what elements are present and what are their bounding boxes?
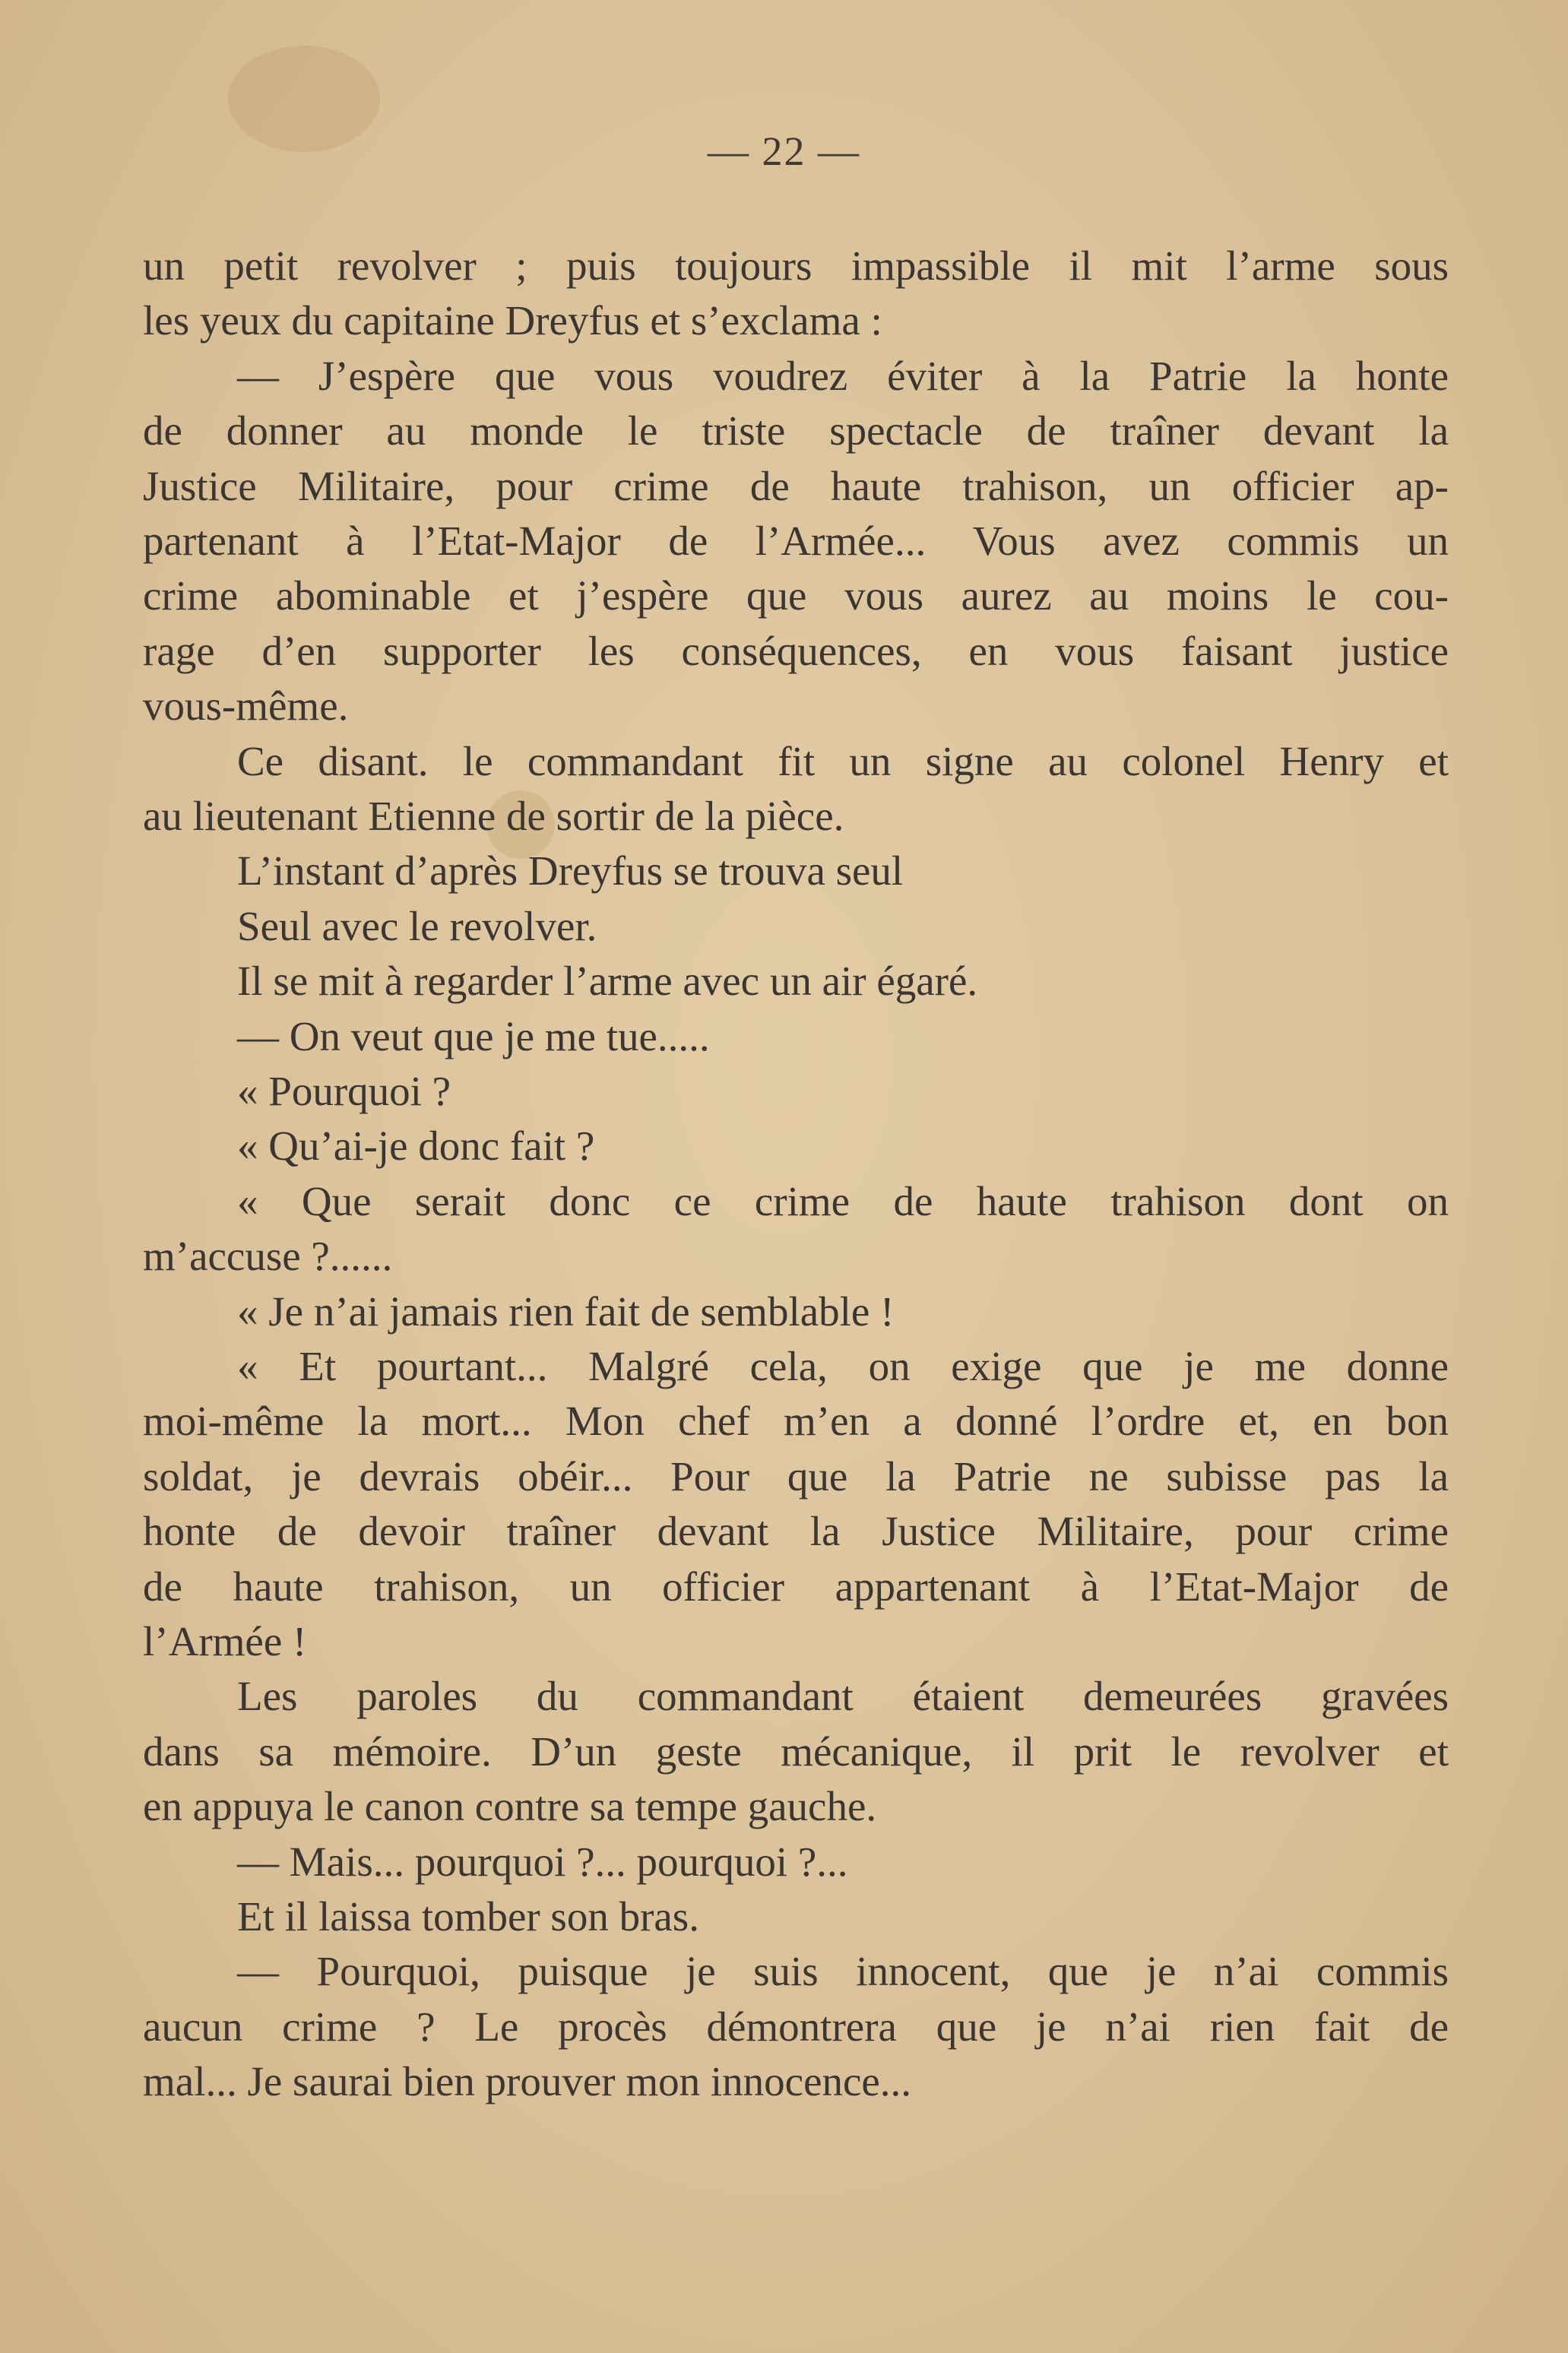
text-line: au lieutenant Etienne de sortir de la pièce. — [143, 793, 844, 839]
page-number: — 22 — — [708, 128, 860, 174]
text-line: — Pourquoi, puisque je suis innocent, que je n’ai commis — [237, 1948, 1449, 1995]
text-line: de donner au monde le triste spectacle de traîner devant la — [143, 407, 1449, 454]
text-line: rage d’en supporter les conséquences, en vous faisant justice — [143, 627, 1449, 674]
text-line: « Que serait donc ce crime de haute trahison dont on — [237, 1177, 1449, 1224]
text-line: Les paroles du commandant étaient demeurées gravées — [237, 1673, 1449, 1720]
text-line: Et il laissa tomber son bras. — [237, 1893, 699, 1940]
text-line: Ce disant. le commandant fit un signe au colonel Henry et — [237, 737, 1449, 784]
text-line: en appuya le canon contre sa tempe gauche. — [143, 1783, 877, 1830]
text-line: — On veut que je me tue..... — [237, 1012, 710, 1059]
text-line: Seul avec le revolver. — [237, 902, 597, 949]
text-line: « Pourquoi ? — [237, 1068, 451, 1114]
text-line: vous-même. — [143, 682, 349, 730]
text-line: mal... Je saurai bien prouver mon innocence... — [143, 2058, 912, 2105]
text-line: « Je n’ai jamais rien fait de semblable ! — [237, 1287, 895, 1335]
text-line: « Qu’ai-je donc fait ? — [237, 1123, 595, 1170]
text-line: soldat, je devrais obéir... Pour que la Patrie ne subisse pas la — [143, 1452, 1449, 1500]
text-line: l’Armée ! — [143, 1618, 307, 1664]
text-line: « Et pourtant... Malgré cela, on exige que je me donne — [237, 1343, 1449, 1389]
text-line: crime abominable et j’espère que vous aurez au moins le cou- — [143, 572, 1449, 619]
text-line: m’accuse ?...... — [143, 1233, 393, 1280]
text-line: moi-même la mort... Mon chef m’en a donné l’ordre et, en bon — [143, 1398, 1449, 1445]
text-line: de haute trahison, un officier appartenant à l’Etat-Major de — [143, 1563, 1449, 1610]
text-line: partenant à l’Etat-Major de l’Armée... Vous avez commis un — [143, 518, 1449, 564]
text-line: un petit revolver ; puis toujours impassible il mit l’arme sous — [143, 242, 1449, 289]
text-line: honte de devoir traîner devant la Justice Militaire, pour crime — [143, 1508, 1449, 1555]
text-line: L’instant d’après Dreyfus se trouva seul — [237, 847, 904, 895]
text-line: les yeux du capitaine Dreyfus et s’exclama : — [143, 297, 882, 344]
text-line: — J’espère que vous voudrez éviter à la Patrie la honte — [237, 352, 1449, 399]
text-line: dans sa mémoire. D’un geste mécanique, il prit le revolver et — [143, 1728, 1449, 1775]
text-line: — Mais... pourquoi ?... pourquoi ?... — [237, 1838, 848, 1885]
text-line: aucun crime ? Le procès démontrera que je n’ai rien fait de — [143, 2003, 1449, 2050]
text-line: Justice Militaire, pour crime de haute trahison, un officier ap- — [143, 462, 1449, 509]
text-line: Il se mit à regarder l’arme avec un air égaré. — [237, 958, 978, 1005]
